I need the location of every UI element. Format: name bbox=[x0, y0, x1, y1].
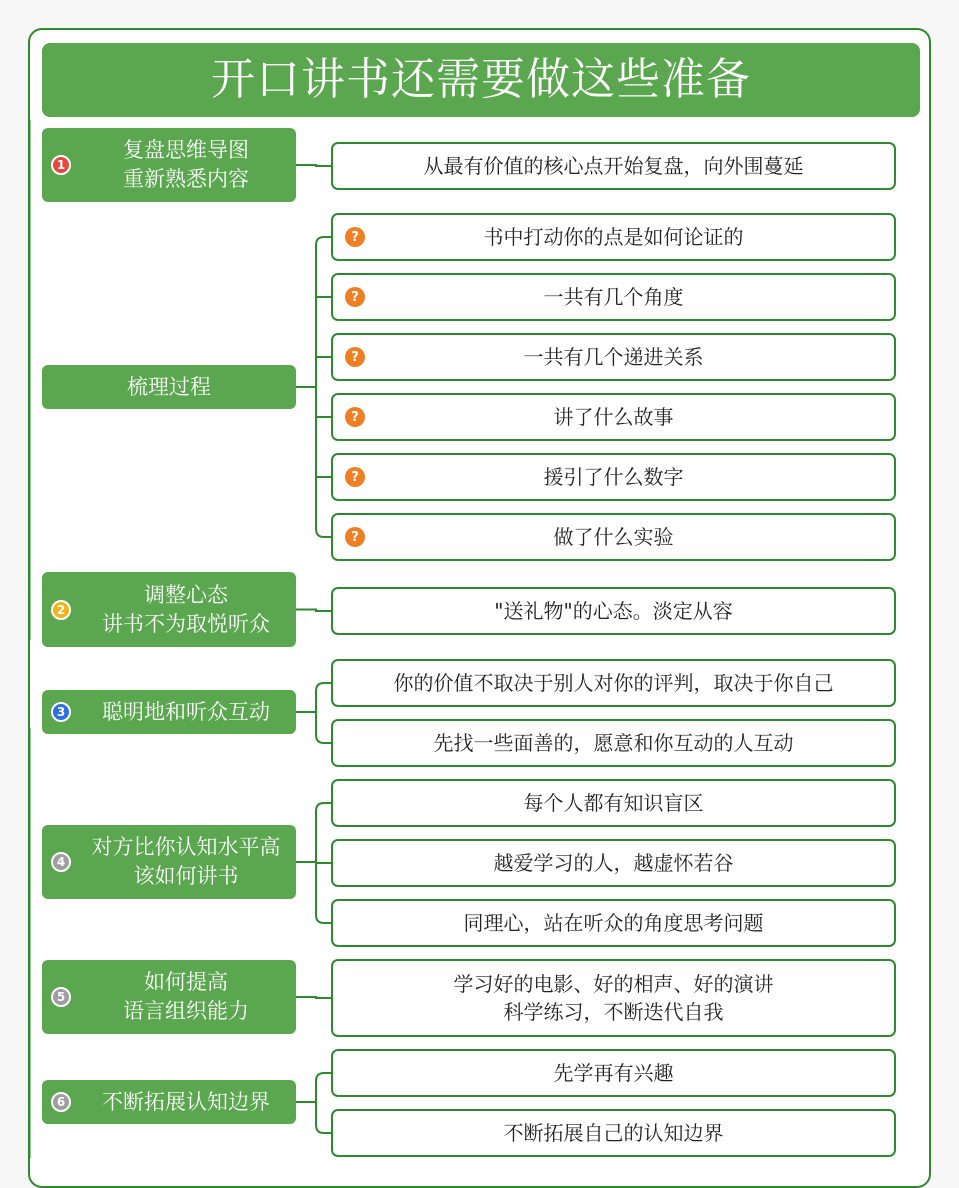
leaf-text bbox=[484, 223, 744, 251]
topic-node-5 bbox=[42, 825, 296, 899]
topic-label bbox=[42, 581, 296, 639]
question-icon: ? bbox=[345, 527, 365, 547]
number-badge-icon: 6 bbox=[51, 1092, 71, 1112]
leaf-text bbox=[494, 849, 734, 877]
connector bbox=[316, 237, 331, 537]
leaf-text bbox=[524, 789, 704, 817]
leaf-text bbox=[464, 909, 764, 937]
number-badge-icon: 5 bbox=[51, 987, 71, 1007]
topic-label-line: 重新熟悉内容 bbox=[123, 167, 249, 191]
topic-label-line: 该如何讲书 bbox=[133, 864, 239, 888]
leaf-text-line: 从最有价值的核心点开始复盘，向外围蔓延 bbox=[423, 154, 804, 178]
leaf-text bbox=[554, 523, 674, 551]
leaf-text bbox=[394, 669, 834, 697]
leaf-text-line: 书中打动你的点是如何论证的 bbox=[483, 225, 744, 249]
leaf-text bbox=[524, 343, 704, 371]
leaf-item bbox=[331, 273, 896, 321]
page-title: 开口讲书还需要做这些准备 bbox=[42, 43, 920, 117]
number-badge-icon: 3 bbox=[51, 702, 71, 722]
topic-node-7 bbox=[42, 1080, 296, 1124]
topic-label-line: 对方比你认知水平高 bbox=[91, 835, 281, 859]
leaf-text-line: 同理心，站在听众的角度思考问题 bbox=[463, 911, 764, 935]
leaf-text bbox=[504, 1119, 724, 1147]
topic-label-line: 讲书不为取悦听众 bbox=[102, 611, 270, 636]
topic-node-6 bbox=[42, 960, 296, 1034]
leaf-text-line: 学习好的电影、好的相声、好的演讲 bbox=[453, 972, 774, 996]
leaf-text-line: 不断拓展自己的认知边界 bbox=[503, 1121, 724, 1145]
leaf-item bbox=[331, 333, 896, 381]
question-icon: ? bbox=[345, 287, 365, 307]
leaf-text-line: 每个人都有知识盲区 bbox=[523, 791, 704, 815]
leaf-item bbox=[331, 142, 896, 190]
leaf-text bbox=[494, 597, 732, 625]
leaf-text bbox=[554, 403, 674, 431]
number-badge-icon: 1 bbox=[51, 155, 71, 175]
leaf-text-line: "送礼物"的心态。淡定从容 bbox=[494, 599, 733, 623]
leaf-item bbox=[331, 659, 896, 707]
leaf-text-line: 讲了什么故事 bbox=[553, 405, 674, 429]
topic-node-1 bbox=[42, 128, 296, 202]
leaf-text-line: 你的价值不取决于别人对你的评判，取决于你自己 bbox=[393, 671, 834, 695]
connector bbox=[316, 683, 331, 743]
leaf-text-line: 先学再有兴趣 bbox=[553, 1061, 674, 1085]
leaf-text bbox=[424, 152, 804, 180]
connector bbox=[296, 997, 331, 998]
topic-label bbox=[42, 968, 296, 1026]
leaf-text bbox=[544, 463, 684, 491]
topic-label-line: 聪明地和听众互动 bbox=[102, 699, 270, 724]
leaf-text-line: 先找一些面善的，愿意和你互动的人互动 bbox=[433, 731, 794, 755]
question-icon: ? bbox=[345, 467, 365, 487]
question-icon: ? bbox=[345, 347, 365, 367]
leaf-item bbox=[331, 393, 896, 441]
topic-node-3 bbox=[42, 572, 296, 647]
leaf-text-line: 一共有几个角度 bbox=[543, 285, 684, 309]
number-badge-icon: 4 bbox=[51, 852, 71, 872]
topic-label-line: 不断拓展认知边界 bbox=[102, 1089, 270, 1114]
topic-label-line: 语言组织能力 bbox=[123, 999, 249, 1023]
topic-label bbox=[42, 1088, 296, 1117]
question-icon: ? bbox=[345, 227, 365, 247]
topic-node-2 bbox=[42, 365, 296, 409]
leaf-text-line: 援引了什么数字 bbox=[543, 465, 684, 489]
leaf-text bbox=[544, 283, 684, 311]
leaf-item bbox=[331, 453, 896, 501]
leaf-item bbox=[331, 779, 896, 827]
leaf-item bbox=[331, 513, 896, 561]
connector bbox=[296, 610, 331, 612]
leaf-text-line: 科学练习，不断迭代自我 bbox=[503, 1000, 724, 1024]
leaf-item bbox=[331, 1109, 896, 1157]
topic-label-line: 复盘思维导图 bbox=[123, 138, 249, 162]
leaf-item bbox=[331, 213, 896, 261]
leaf-item bbox=[331, 719, 896, 767]
leaf-item bbox=[331, 587, 896, 635]
topic-label bbox=[42, 373, 296, 402]
leaf-item bbox=[331, 959, 896, 1037]
topic-label bbox=[42, 698, 296, 727]
topic-node-4 bbox=[42, 690, 296, 734]
topic-label bbox=[42, 833, 296, 891]
topic-label bbox=[42, 136, 296, 194]
topic-label-line: 梳理过程 bbox=[127, 374, 211, 399]
leaf-item bbox=[331, 839, 896, 887]
leaf-text bbox=[434, 729, 794, 757]
connector bbox=[316, 1073, 331, 1133]
leaf-text bbox=[554, 1059, 674, 1087]
number-badge-icon: 2 bbox=[51, 600, 71, 620]
leaf-text-line: 做了什么实验 bbox=[553, 525, 674, 549]
leaf-text-line: 一共有几个递进关系 bbox=[523, 345, 704, 369]
leaf-item bbox=[331, 899, 896, 947]
topic-label-line: 调整心态 bbox=[144, 582, 228, 607]
topic-label-line: 如何提高 bbox=[144, 970, 228, 994]
leaf-text bbox=[454, 970, 774, 1026]
leaf-item bbox=[331, 1049, 896, 1097]
question-icon: ? bbox=[345, 407, 365, 427]
leaf-text-line: 越爱学习的人，越虚怀若谷 bbox=[493, 851, 734, 875]
connector bbox=[296, 165, 331, 166]
